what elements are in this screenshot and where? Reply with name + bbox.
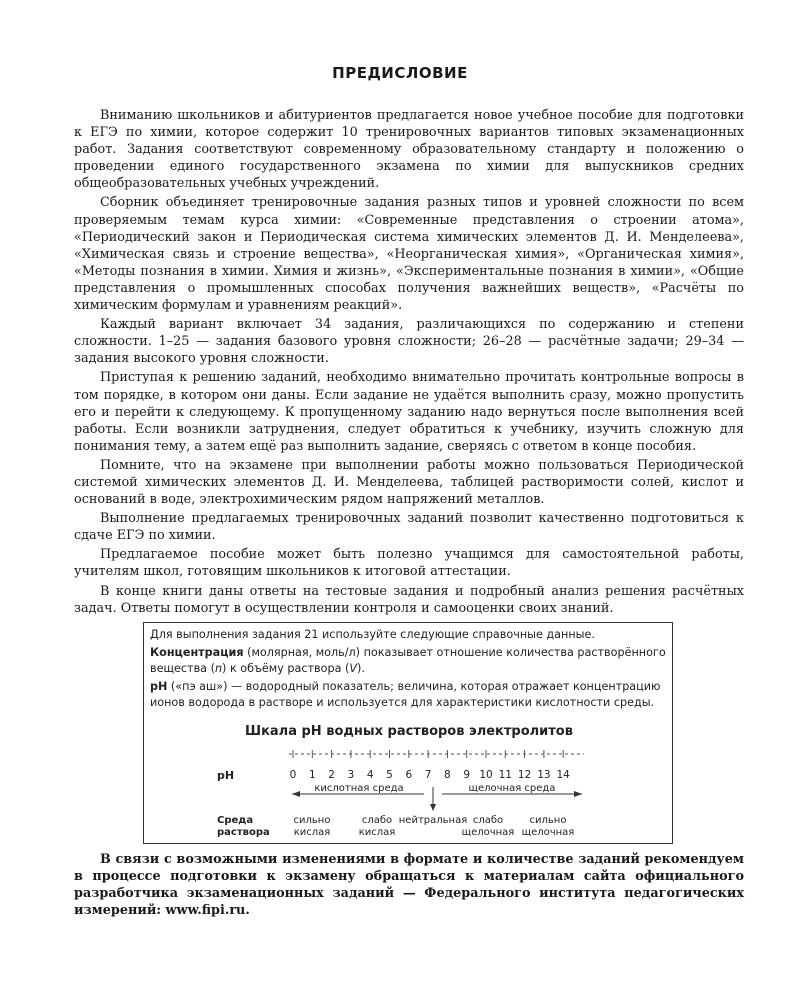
ph-tick-label: 12 bbox=[517, 769, 532, 781]
reference-data-box bbox=[143, 622, 673, 844]
medium-type-label: слабо bbox=[361, 815, 393, 826]
ph-tick-label: 6 bbox=[405, 769, 413, 781]
medium-type-label: щелочная bbox=[461, 827, 515, 838]
ph-tick-label: 0 bbox=[289, 769, 297, 781]
ph-tick-label: 14 bbox=[556, 769, 570, 781]
ph-scale-title: Шкала pH водных растворов электролитов bbox=[245, 724, 573, 739]
paragraph: Вниманию школьников и абитуриентов предлагается новое учебное пособие для подготовки к ЕГЭ по химии, которое содержит 10 тренировочных вариантов типовых экзаменационных работ. Задания соответствуют современному образовательному стандарту и положению о проведении единого государственного экзамена по химии для выпускников средних общеобразовательных учебных учреждений. bbox=[74, 108, 744, 192]
neutral-marker-head bbox=[430, 804, 436, 811]
ph-tick-label: 5 bbox=[386, 769, 393, 781]
ph-tick-label: 3 bbox=[347, 769, 355, 781]
paragraph: Выполнение предлагаемых тренировочных заданий позволит качественно подготовиться к сдаче ЕГЭ по химии. bbox=[74, 511, 744, 544]
page-title: ПРЕДИСЛОВИЕ bbox=[332, 64, 468, 82]
medium-label-line2: раствора bbox=[217, 827, 270, 838]
acid-range-label: кислотная среда bbox=[314, 783, 404, 794]
acid-arrow-head bbox=[292, 791, 300, 797]
paragraph: Приступая к решению заданий, необходимо внимательно прочитать контрольные вопросы в том порядке, в котором они даны. Если задание не удаётся выполнить сразу, можно пропустить его и перейти к следующему. К пропущенному заданию надо вернуться после выполнения всей работы. Если возникли затруднения, следует обратиться к учебнику, изучить сложную для понимания тему, а затем ещё раз выполнить задание, сверяясь с ответом в конце пособия. bbox=[74, 370, 744, 454]
medium-types bbox=[294, 815, 575, 838]
ph-tick-label: 10 bbox=[479, 769, 493, 781]
medium-type-label: кислая bbox=[358, 827, 396, 838]
paragraph: Сборник объединяет тренировочные задания разных типов и уровней сложности по всем проверяемым темам курса химии: «Современные представления о строении атома», «Периодический закон и Периодическая система химических элементов Д. И. Менделеева», «Химическая связь и строение вещества», «Неорганическая химия», «Органическая химия», «Методы познания в химии. Химия и жизнь», «Экспериментальные познания в химии», «Общие представления о промышленных способах получения важнейших веществ», «Расчёты по химическим формулам и уравнениям реакций». bbox=[74, 195, 744, 314]
ph-axis-label: pH bbox=[217, 769, 235, 782]
medium-type-label: кислая bbox=[293, 827, 331, 838]
ph-tick-label: 11 bbox=[498, 769, 512, 781]
ph-term: pH bbox=[150, 680, 168, 693]
medium-type-label: щелочная bbox=[521, 827, 575, 838]
ph-tick-label: 9 bbox=[463, 769, 471, 781]
ph-tick-label: 1 bbox=[308, 769, 316, 781]
preface-body bbox=[74, 107, 744, 619]
ph-scale-diagram bbox=[144, 623, 672, 843]
concentration-definition: Концентрация (молярная, моль/л) показывает отношение количества растворённого вещества (n) к объёму раствора (V). bbox=[150, 646, 666, 675]
concentration-term: Концентрация bbox=[150, 646, 244, 659]
paragraph: Помните, что на экзамене при выполнении работы можно пользоваться Периодической системой химических элементов Д. И. Менделеева, таблицей растворимости солей, кислот и оснований в воде, электрохимическим рядом напряжений металлов. bbox=[74, 457, 744, 508]
medium-label-line1: Среда bbox=[217, 815, 254, 826]
ph-tick-label: 8 bbox=[444, 769, 451, 781]
ph-definition: pH («пэ аш») — водородный показатель; величина, которая отражает концентрацию ионов водорода в растворе и используется для характеристики кислотности среды. bbox=[150, 680, 661, 709]
ph-tick-label: 4 bbox=[366, 769, 374, 781]
base-range-label: щелочная среда bbox=[468, 783, 556, 794]
ph-tick-label: 7 bbox=[424, 769, 432, 781]
ph-tick-label: 2 bbox=[328, 769, 335, 781]
base-arrow-head bbox=[574, 791, 582, 797]
ph-tick-label: 13 bbox=[537, 769, 551, 781]
paragraph: Каждый вариант включает 34 задания, различающихся по содержанию и степени сложности. 1–25 — задания базового уровня сложности; 26–28 — расчётные задачи; 29–34 — задания высокого уровня сложности. bbox=[74, 317, 744, 367]
paragraph: Предлагаемое пособие может быть полезно учащимся для самостоятельной работы, учителям школ, готовящим школьников к итоговой аттестации. bbox=[74, 547, 744, 580]
medium-type-label: слабо bbox=[472, 815, 504, 826]
fipi-note bbox=[74, 851, 744, 919]
medium-type-label: сильно bbox=[293, 815, 331, 826]
reference-intro: Для выполнения задания 21 используйте следующие справочные данные. bbox=[150, 628, 595, 641]
fipi-note-text: В связи с возможными изменениями в формате и количестве заданий рекомендуем в процессе подготовки к экзамену обращаться к материалам сайта официального разработчика экзаменационных заданий — Федерального института педагогических измерений: www.fipi.ru. bbox=[74, 852, 744, 919]
medium-type-label: сильно bbox=[529, 815, 567, 826]
paragraph: В конце книги даны ответы на тестовые задания и подробный анализ решения расчётных задач. Ответы помогут в осуществлении контроля и самооценки своих знаний. bbox=[74, 583, 744, 616]
medium-type-label: нейтральная bbox=[398, 815, 468, 826]
ph-ticks bbox=[290, 750, 571, 781]
